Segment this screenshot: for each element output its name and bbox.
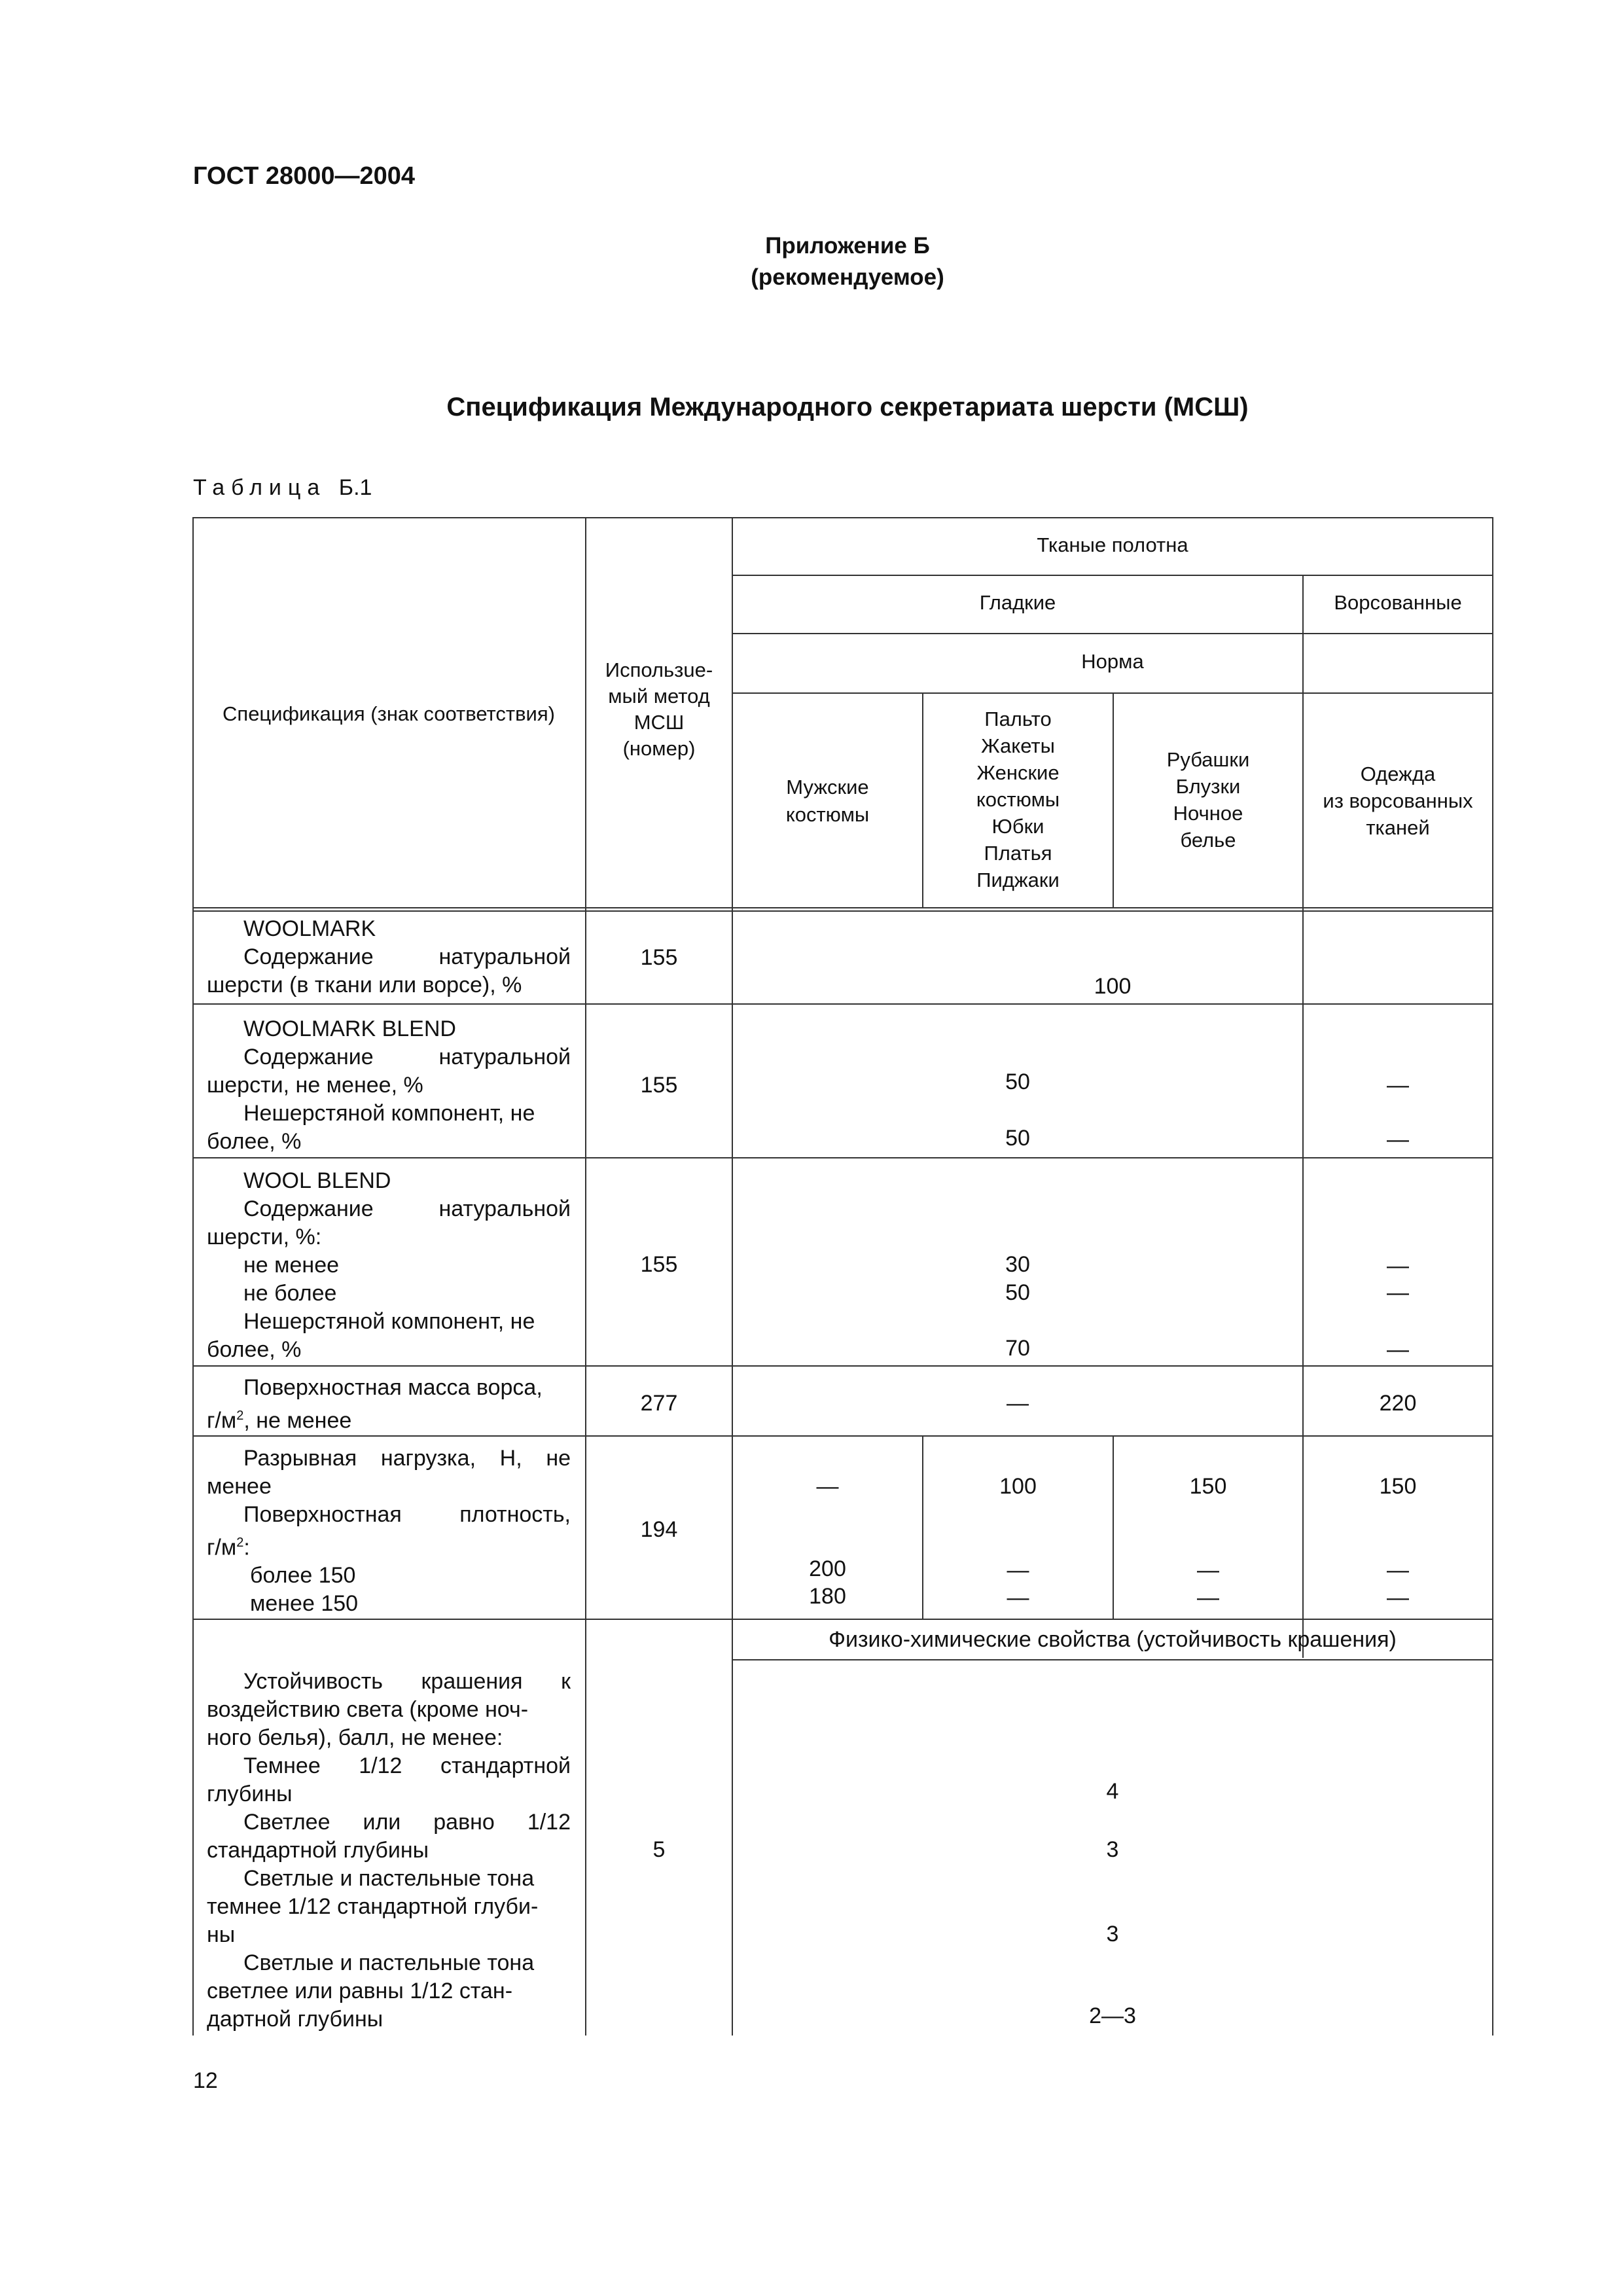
row-tensile-less150-shirts: — (1197, 1585, 1219, 1610)
header-col-napped: Одежда из ворсованных тканей (1323, 762, 1473, 839)
header-method: Использue- мый метод МСШ (номер) (605, 658, 713, 760)
grid-line (192, 1003, 1493, 1005)
row-fastness-pastel-lighter: 2—3 (1089, 2003, 1136, 2028)
row-tensile-more150-napped: — (1387, 1558, 1409, 1583)
row-tensile-load-coats: 100 (999, 1474, 1037, 1499)
row-pile-method: 277 (640, 1391, 678, 1416)
row-tensile-load-men: — (816, 1474, 839, 1499)
row-tensile-method: 194 (640, 1517, 678, 1542)
row-tensile-more150-shirts: — (1197, 1558, 1219, 1583)
row-tensile-less150-men: 180 (809, 1584, 846, 1609)
row-wool-blend-napped-max: — (1387, 1280, 1409, 1305)
section-physchem: Физико-химические свойства (устойчивость крашения) (829, 1627, 1397, 1652)
header-spec: Спецификация (знак соответствия) (223, 702, 555, 725)
row-woolmark-blend-method: 155 (640, 1073, 678, 1098)
header-col-coats: Пальто Жакеты Женские костюмы Юбки Платья Пиджаки (976, 708, 1060, 891)
grid-line (192, 1619, 1493, 1620)
standard-number: ГОСТ 28000—2004 (193, 162, 416, 190)
row-wool-blend-method: 155 (640, 1252, 678, 1277)
appendix-note: (рекомендуемое) (751, 264, 944, 290)
appendix-title: Приложение Б (765, 233, 930, 259)
row-wool-blend-spec: WOOL BLEND Содержание натуральной шерсти, %: не менее не более Нешерстяной компонент, не более, % (207, 1168, 571, 1362)
row-woolmark-blend-spec: WOOLMARK BLEND Содержание натуральной шерсти, не менее, % Нешерстяной компонент, не более, % (207, 1016, 571, 1154)
grid-line (732, 633, 1493, 634)
row-woolmark-blend-content: 50 (1005, 1069, 1030, 1094)
row-wool-blend-min: 30 (1005, 1252, 1030, 1277)
row-woolmark-value: 100 (1094, 974, 1132, 999)
grid-line (192, 1435, 1493, 1437)
row-woolmark-blend-nonwool: 50 (1005, 1126, 1030, 1151)
row-woolmark-spec: WOOLMARK Содержание натуральной шерсти (в ткани или ворсе), % (207, 916, 571, 997)
page-number: 12 (193, 2068, 218, 2093)
row-fastness-lighter: 3 (1106, 1837, 1119, 1862)
row-woolmark-method: 155 (640, 945, 678, 970)
grid-line (192, 517, 194, 2036)
row-fastness-method: 5 (652, 1837, 666, 1862)
row-tensile-more150-men: 200 (809, 1556, 846, 1581)
row-woolmark-blend-napped-nonwool: — (1387, 1127, 1409, 1152)
row-tensile-less150-coats: — (1007, 1585, 1029, 1610)
document-title: Спецификация Международного секретариата шерсти (МСШ) (446, 393, 1249, 422)
grid-line (732, 692, 1493, 694)
row-wool-blend-napped-min: — (1387, 1253, 1409, 1278)
header-col-shirts: Рубашки Блузки Ночное белье (1166, 748, 1250, 852)
row-wool-blend-max: 50 (1005, 1280, 1030, 1305)
row-wool-blend-nonwool: 70 (1005, 1336, 1030, 1361)
grid-line (192, 910, 1493, 912)
row-woolmark-blend-napped-content: — (1387, 1073, 1409, 1098)
row-wool-blend-napped-nonwool: — (1387, 1337, 1409, 1362)
grid-line (192, 517, 1493, 518)
grid-line (192, 1365, 1493, 1367)
grid-line (192, 907, 1493, 908)
row-fastness-darker: 4 (1106, 1779, 1119, 1804)
header-smooth: Гладкие (979, 591, 1056, 614)
row-pile-spec: Поверхностная масса ворса, $г/м^2$, не менее (207, 1375, 543, 1433)
row-pile-napped: 220 (1379, 1391, 1417, 1416)
row-tensile-spec: Разрывная нагрузка, Н, не менее Поверхностная плотность, $г/м^2$: более 150 менее 150 (207, 1446, 571, 1617)
row-tensile-more150-coats: — (1007, 1558, 1029, 1583)
appendix-heading (0, 230, 1623, 293)
row-fastness-spec: Устойчивость крашения к воздействию света (кроме ноч- ного белья), балл, не менее: Темнее 1/12 стандартной глубины Светлее или равно 1/12 стандартной глубины Светлые и пастельные тона темнее 1/12 стандартной глуби- ны Светлые и пастельные тона светлее или равны 1/12 стан- дартной глубины (207, 1669, 571, 2032)
row-tensile-load-napped: 150 (1379, 1474, 1417, 1499)
grid-line (1492, 517, 1493, 2036)
grid-line (732, 575, 1493, 576)
row-tensile-load-shirts: 150 (1189, 1474, 1227, 1499)
row-tensile-less150-napped: — (1387, 1585, 1409, 1610)
table-caption: Таблица Б.1 (193, 475, 372, 500)
header-woven: Тканые полотна (1037, 533, 1188, 556)
header-napped: Ворсованные (1334, 591, 1462, 614)
row-pile-smooth: — (1007, 1391, 1029, 1416)
grid-line (732, 1659, 1493, 1660)
row-fastness-pastel-darker: 3 (1106, 1922, 1119, 1946)
header-norm: Норма (1081, 650, 1144, 673)
grid-line (192, 1157, 1493, 1158)
header-col-men: Мужские костюмы (785, 776, 870, 826)
